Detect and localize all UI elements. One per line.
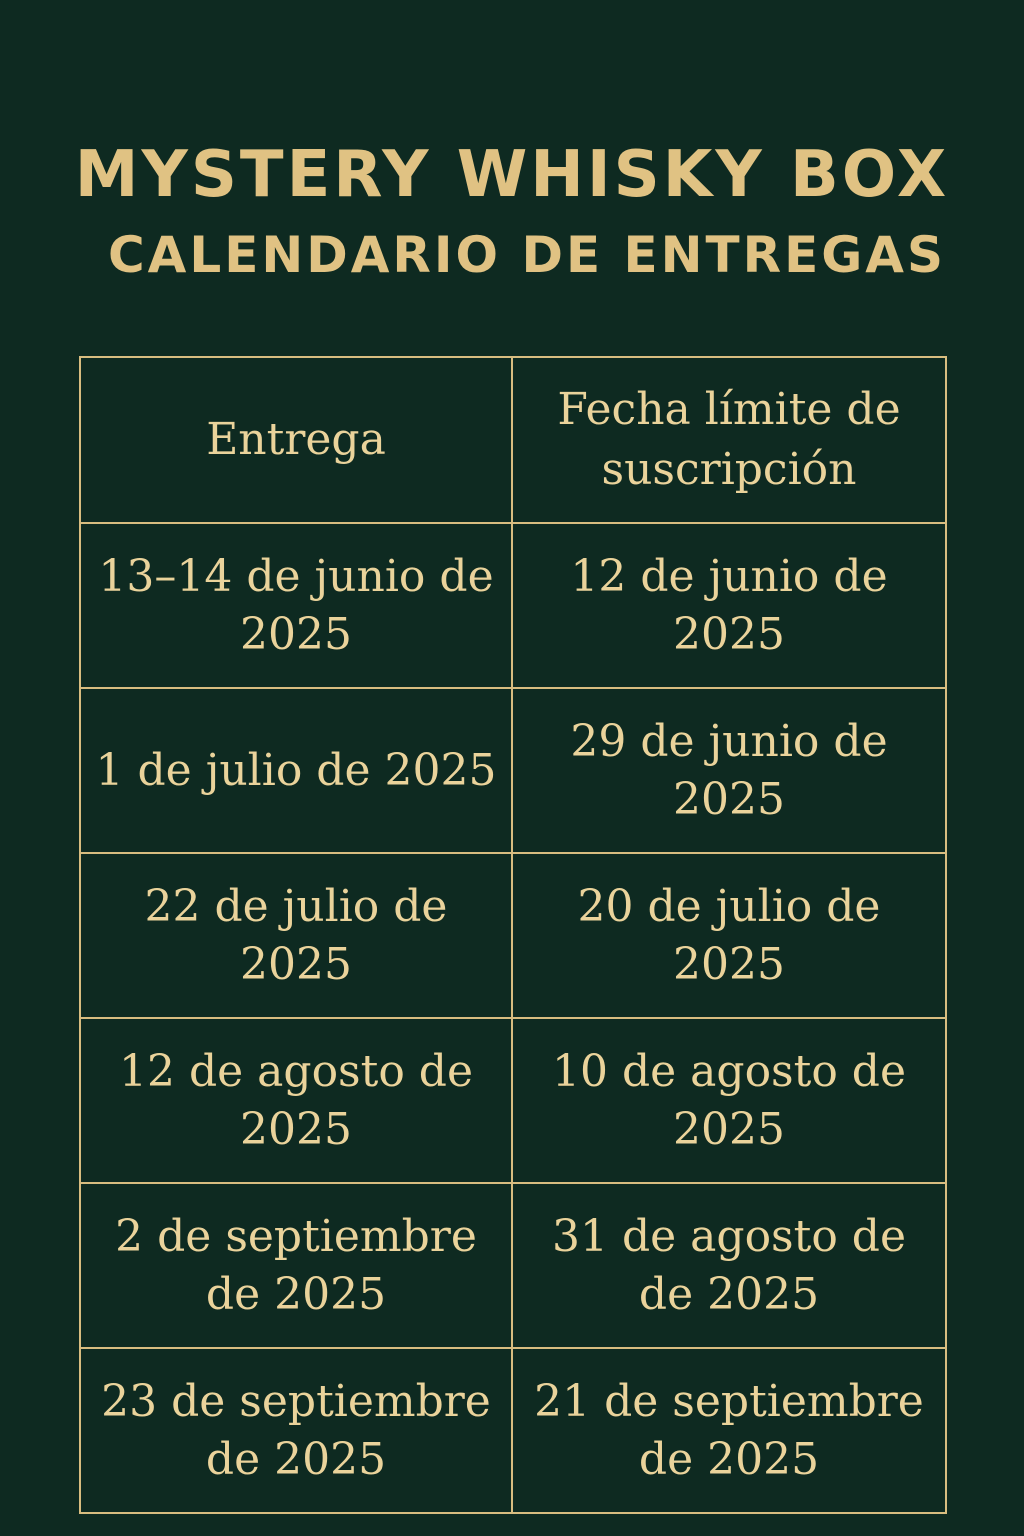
column-header-fecha-limite: Fecha límite de suscripción (512, 357, 946, 523)
deadline-date-cell: 21 de septiembre de 2025 (512, 1348, 946, 1513)
page-title: MYSTERY WHISKY BOX (74, 138, 950, 212)
page-header (0, 130, 1024, 290)
deadline-date-cell: 29 de junio de 2025 (512, 688, 946, 853)
deadline-date-cell: 20 de julio de 2025 (512, 853, 946, 1018)
delivery-date-cell: 23 de septiembre de 2025 (80, 1348, 512, 1513)
delivery-date-cell: 1 de julio de 2025 (80, 688, 512, 853)
deadline-date-cell: 31 de agosto de de 2025 (512, 1183, 946, 1348)
deadline-date-cell: 10 de agosto de 2025 (512, 1018, 946, 1183)
table-row (80, 1018, 946, 1183)
delivery-schedule-table (79, 356, 947, 1514)
delivery-date-cell: 22 de julio de 2025 (80, 853, 512, 1018)
delivery-date-cell: 12 de agosto de 2025 (80, 1018, 512, 1183)
table-row (80, 1348, 946, 1513)
table-header-row (80, 357, 946, 523)
page-subtitle: CALENDARIO DE ENTREGAS (107, 226, 947, 284)
column-header-entrega: Entrega (80, 357, 512, 523)
table-row (80, 688, 946, 853)
table-row (80, 853, 946, 1018)
deadline-date-cell: 12 de junio de 2025 (512, 523, 946, 688)
table-row (80, 523, 946, 688)
delivery-date-cell: 2 de septiembre de 2025 (80, 1183, 512, 1348)
table-row (80, 1183, 946, 1348)
delivery-date-cell: 13–14 de junio de 2025 (80, 523, 512, 688)
